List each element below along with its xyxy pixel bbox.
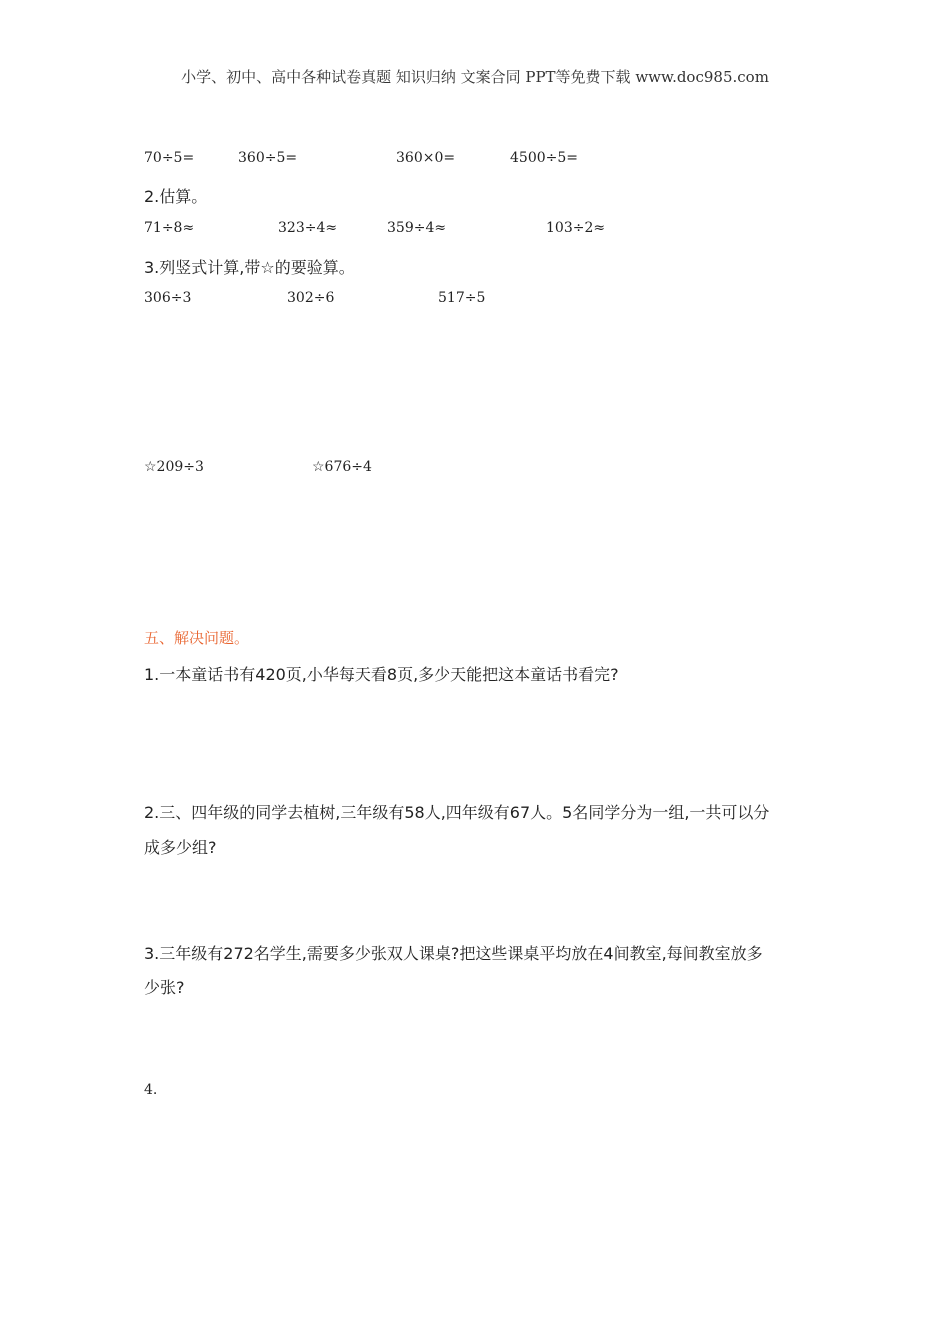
vertical-calc-item: ☆676÷4 <box>312 459 372 475</box>
vertical-calc-item: ☆209÷3 <box>144 459 204 475</box>
estimate-item: 103÷2≈ <box>546 220 606 236</box>
problem-2-line1: 2.三、四年级的同学去植树,三年级有58人,四年级有67人。5名同学分为一组,一共可以分 <box>144 803 770 822</box>
question-2-title: 2.估算。 <box>144 187 208 206</box>
estimate-item: 71÷8≈ <box>144 220 195 236</box>
problem-1: 1.一本童话书有420页,小华每天看8页,多少天能把这本童话书看完? <box>144 665 619 684</box>
calc-item: 70÷5= <box>144 150 195 166</box>
question-3-title: 3.列竖式计算,带☆的要验算。 <box>144 258 355 277</box>
problem-3-line1: 3.三年级有272名学生,需要多少张双人课桌?把这些课桌平均放在4间教室,每间教室放多 <box>144 944 763 963</box>
calc-item: 4500÷5= <box>510 150 578 166</box>
estimate-item: 323÷4≈ <box>278 220 338 236</box>
section-5-title: 五、解决问题。 <box>144 629 250 647</box>
problem-2-line2: 成多少组? <box>144 838 217 857</box>
problem-3-line2: 少张? <box>144 978 185 997</box>
vertical-calc-item: 306÷3 <box>144 290 192 306</box>
vertical-calc-item: 302÷6 <box>287 290 335 306</box>
page-header: 小学、初中、高中各种试卷真题 知识归纳 文案合同 PPT等免费下载 www.doc985.com <box>181 68 769 86</box>
estimate-item: 359÷4≈ <box>387 220 447 236</box>
calc-item: 360÷5= <box>238 150 298 166</box>
calc-item: 360×0= <box>396 150 456 166</box>
vertical-calc-item: 517÷5 <box>438 290 486 306</box>
problem-4: 4. <box>144 1082 158 1098</box>
